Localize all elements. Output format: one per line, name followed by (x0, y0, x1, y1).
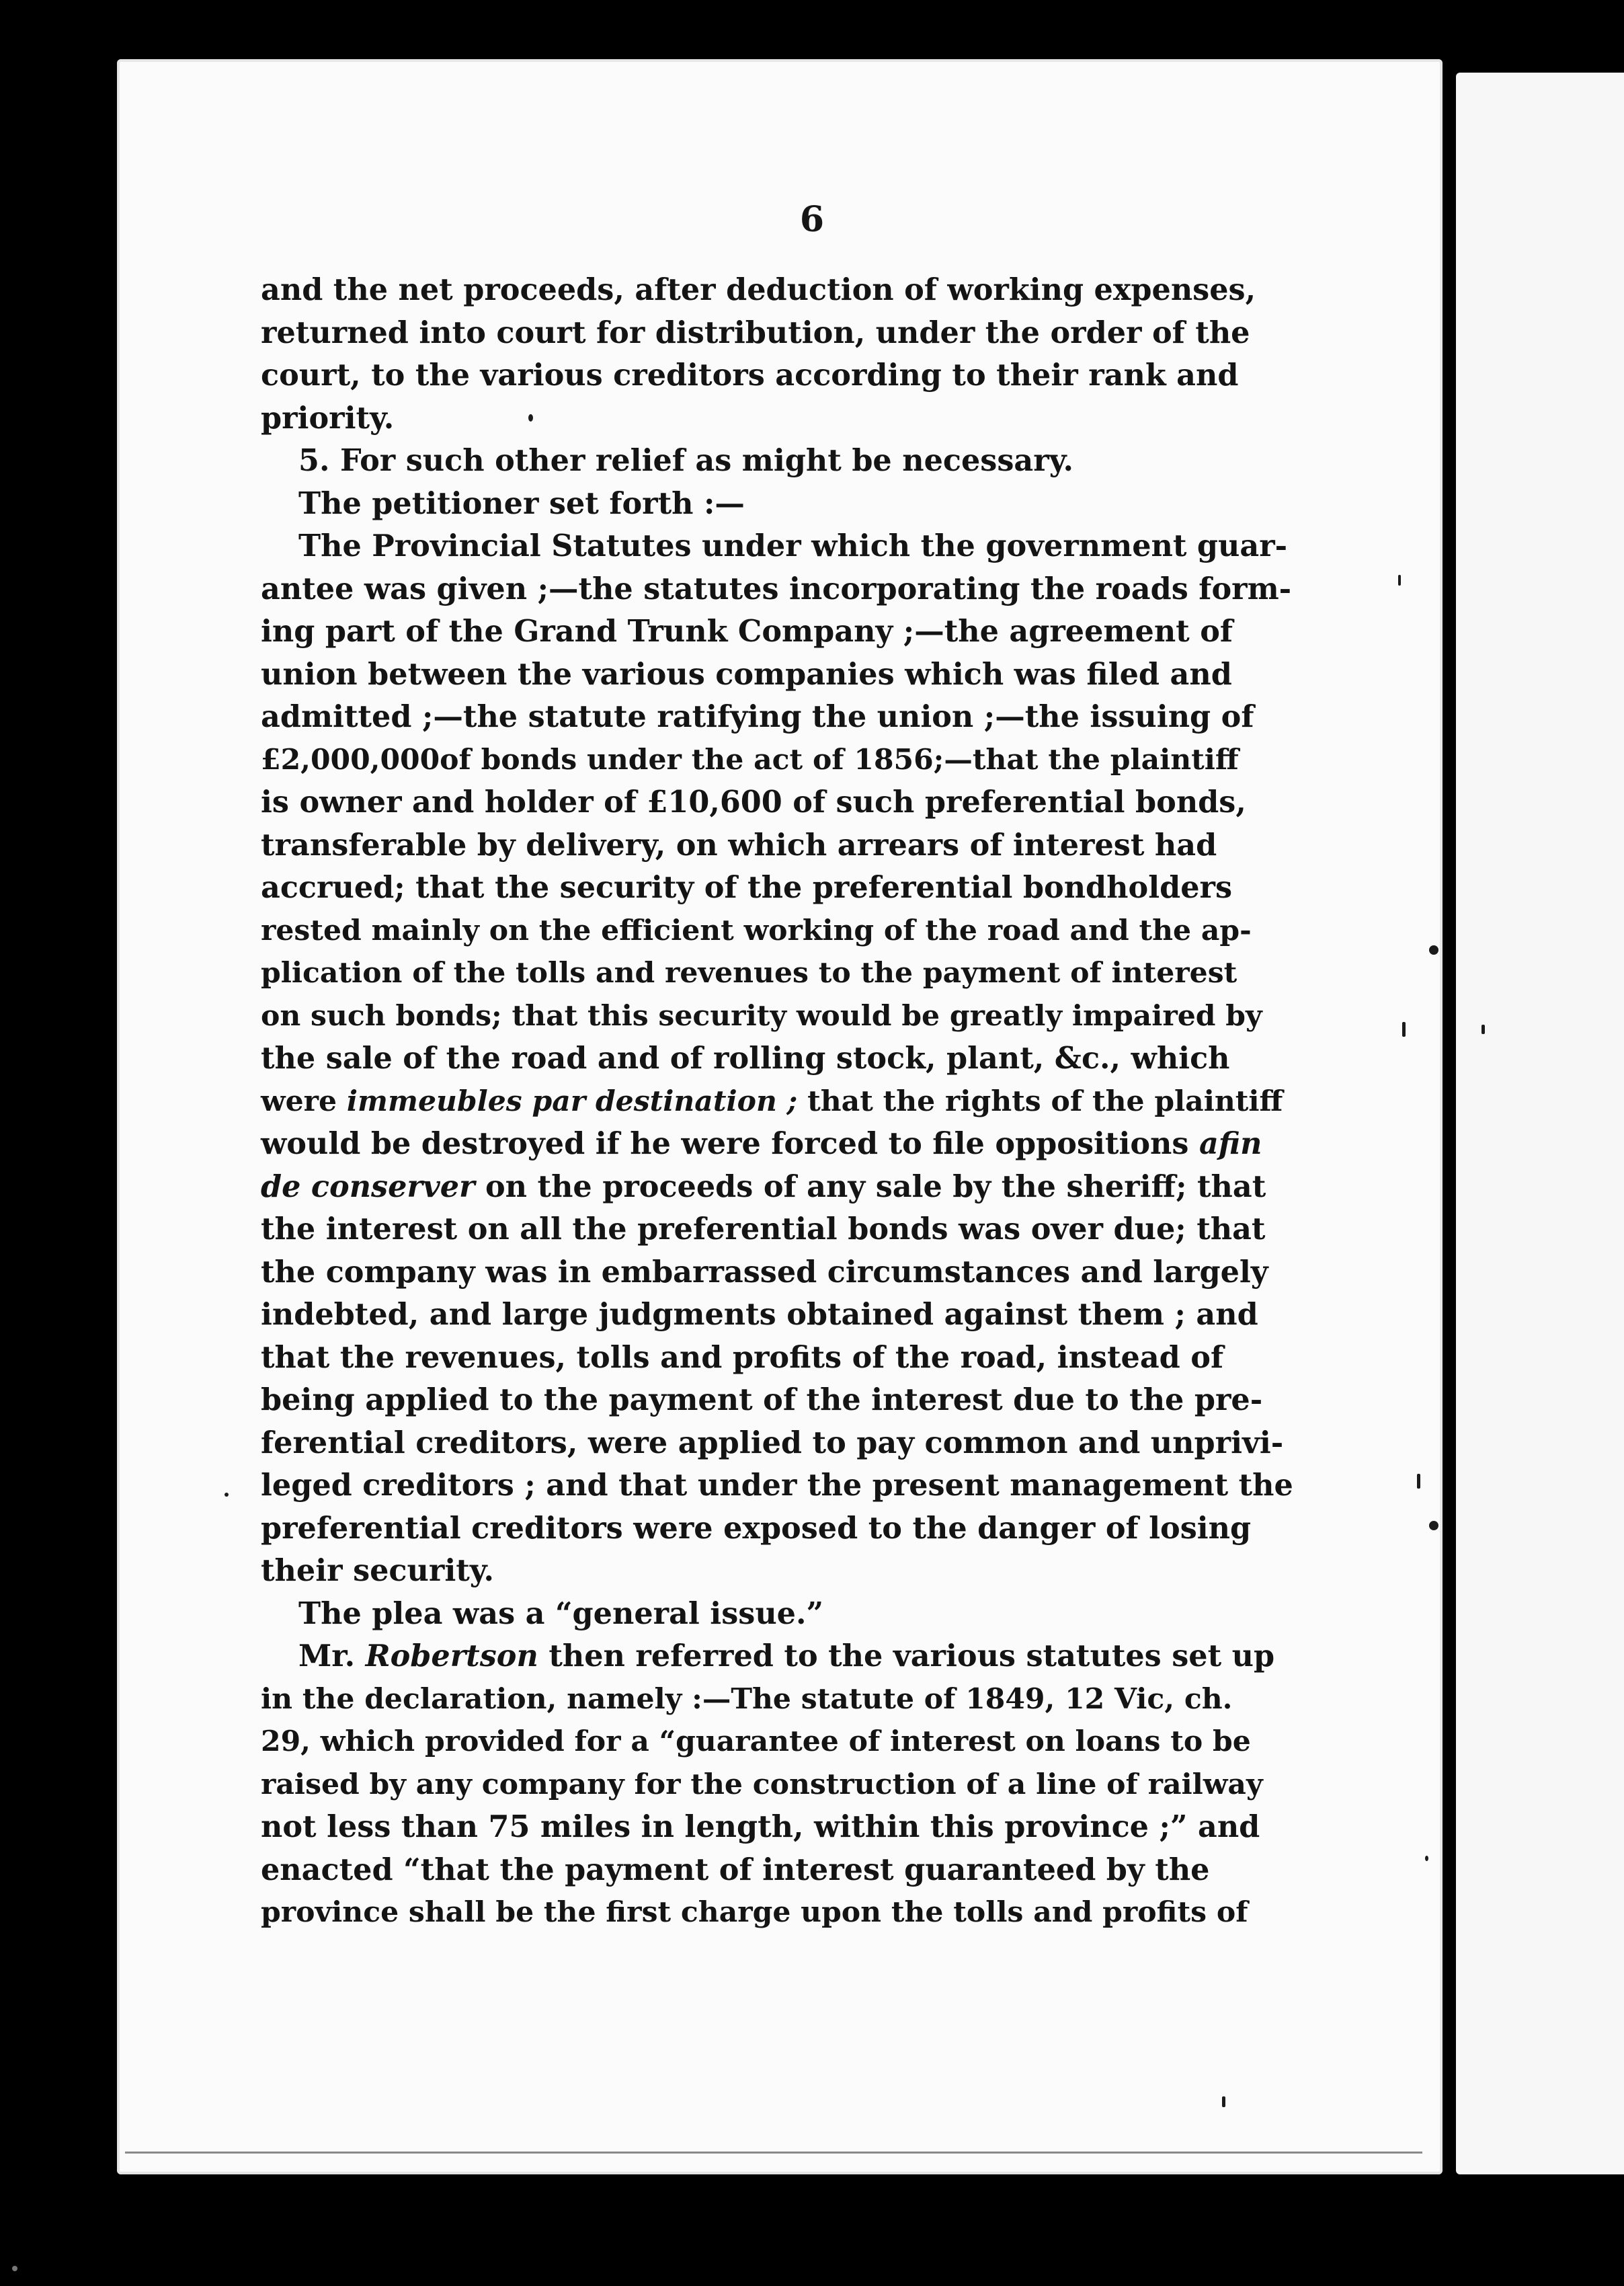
text-line: union between the various companies which was filed and (261, 656, 1232, 692)
text-line: leged creditors ; and that under the present management the (261, 1468, 1293, 1503)
binding-stitch (1429, 945, 1438, 955)
text-line: court, to the various creditors according to their rank and (261, 358, 1239, 393)
text-line: is owner and holder of £10,600 of such preferential bonds, (261, 785, 1246, 820)
text-line: their security. (261, 1553, 495, 1588)
text-line: transferable by delivery, on which arrears of interest had (261, 827, 1217, 863)
text-line: antee was given ;—the statutes incorporating the roads form- (261, 571, 1292, 606)
page-bottom-rule (125, 2152, 1422, 2154)
scan-speck (1222, 2096, 1225, 2107)
text-line: were immeubles par destination ; that the rights of the plaintiff (261, 1084, 1283, 1118)
text-line: The plea was a “general issue.” (298, 1595, 824, 1631)
scan-speck (1417, 1474, 1420, 1489)
text-line: £2,000,000of bonds under the act of 1856;—that the plaintiff (261, 742, 1239, 777)
text-line: raised by any company for the construction of a line of railway (261, 1767, 1263, 1801)
text-line: indebted, and large judgments obtained against them ; and (261, 1297, 1258, 1332)
text-line: de conserver on the proceeds of any sale by the sheriff; that (261, 1169, 1266, 1204)
text-line: priority. (261, 400, 395, 436)
text-line: plication of the tolls and revenues to the payment of interest (261, 956, 1237, 990)
text-line: the company was in embarrassed circumstances and largely (261, 1254, 1268, 1290)
text-line: province shall be the first charge upon the tolls and profits of (261, 1895, 1248, 1929)
scan-speck (12, 2266, 17, 2271)
text-line: returned into court for distribution, under the order of the (261, 315, 1250, 350)
text-line: rested mainly on the efficient working of the road and the ap- (261, 913, 1252, 947)
text-line: on such bonds; that this security would be greatly impaired by (261, 998, 1262, 1033)
scan-speck (1481, 1025, 1485, 1034)
text-line: ferential creditors, were applied to pay common and unprivi- (261, 1425, 1284, 1460)
text-line: and the net proceeds, after deduction of working expenses, (261, 272, 1256, 307)
text-line: enacted “that the payment of interest guaranteed by the (261, 1852, 1210, 1887)
page-number: 6 (799, 199, 825, 240)
text-line: the interest on all the preferential bonds was over due; that (261, 1212, 1266, 1247)
text-line: 29, which provided for a “guarantee of interest on loans to be (261, 1725, 1251, 1758)
text-line: 5. For such other relief as might be necessary. (298, 443, 1073, 478)
binding-stitch (1429, 1521, 1438, 1530)
scan-speck (528, 414, 533, 422)
body-text (261, 269, 1293, 1934)
scan-speck (225, 1493, 229, 1497)
text-line: that the revenues, tolls and profits of the road, instead of (261, 1339, 1224, 1375)
scan-speck (1402, 1022, 1406, 1037)
scan-speck (1398, 575, 1401, 586)
text-line: The Provincial Statutes under which the government guar- (298, 528, 1288, 563)
text-line: in the declaration, namely :—The statute of 1849, 12 Vic, ch. (261, 1682, 1233, 1716)
text-line: The petitioner set forth :— (298, 485, 745, 521)
scan-speck (1425, 1856, 1428, 1861)
text-line: preferential creditors were exposed to the danger of losing (261, 1510, 1252, 1546)
text-line: Mr. Robertson then referred to the various statutes set up (298, 1639, 1275, 1673)
text-line: not less than 75 miles in length, within this province ;” and (261, 1809, 1260, 1844)
text-line: accrued; that the security of the preferential bondholders (261, 870, 1233, 905)
text-line: being applied to the payment of the interest due to the pre- (261, 1382, 1263, 1417)
facing-page-edge (1456, 73, 1624, 2174)
text-line: the sale of the road and of rolling stock, plant, &c., which (261, 1041, 1230, 1076)
text-line: ing part of the Grand Trunk Company ;—the agreement of (261, 614, 1233, 649)
text-line: admitted ;—the statute ratifying the union ;—the issuing of (261, 699, 1254, 734)
text-line: would be destroyed if he were forced to file oppositions afin (261, 1126, 1262, 1161)
